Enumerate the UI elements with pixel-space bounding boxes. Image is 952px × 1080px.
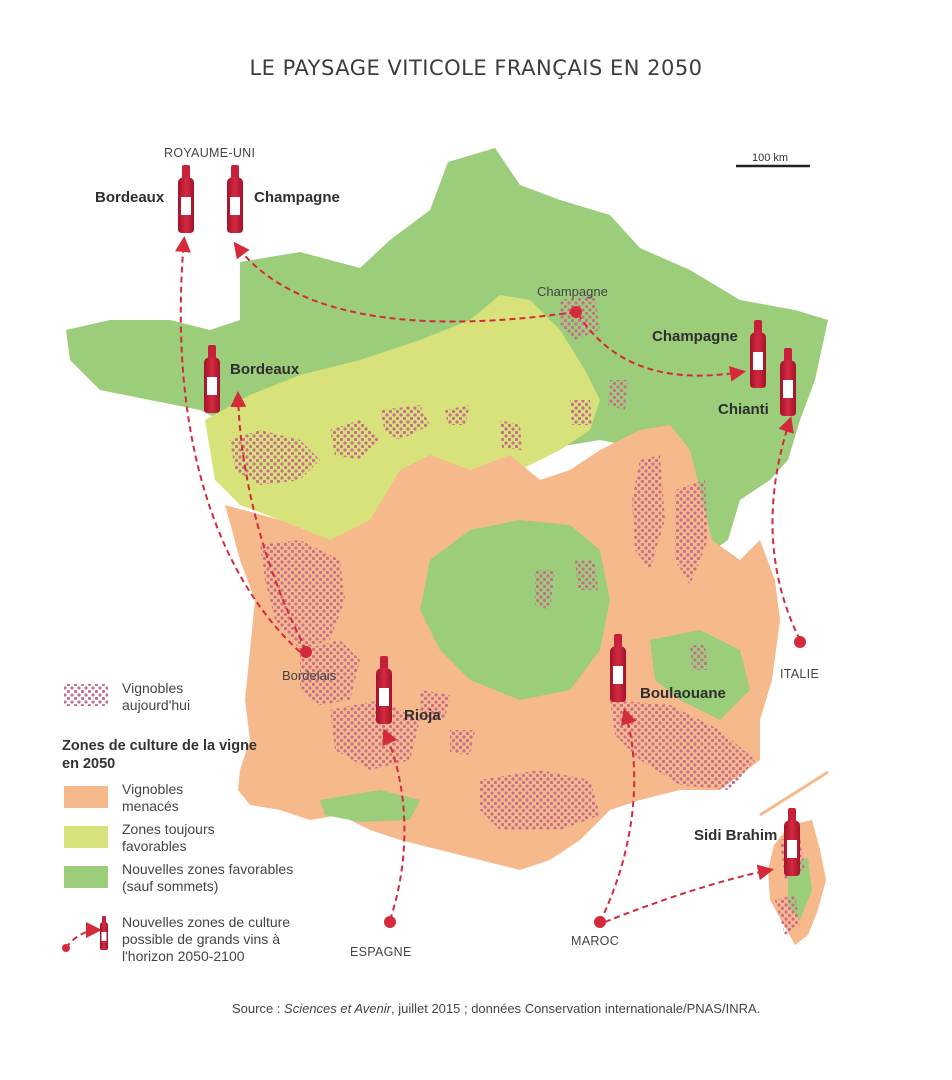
scale-label: 100 km: [752, 152, 789, 164]
source-publication: Sciences et Avenir: [284, 1001, 391, 1016]
label-italy: ITALIE: [780, 667, 820, 681]
legend-swatch-threatened: [64, 786, 108, 808]
map-title: LE PAYSAGE VITICOLE FRANÇAIS EN 2050: [249, 56, 703, 80]
label-morocco: MAROC: [571, 934, 620, 948]
label-champagne-region: Champagne: [537, 284, 608, 299]
label-uk-bordeaux: Bordeaux: [95, 189, 165, 206]
legend-swatch-still-favorable: [64, 826, 108, 848]
label-sidi-brahim: Sidi Brahim: [694, 827, 778, 844]
legend-threatened: [122, 781, 222, 815]
label-bordelais: Bordelais: [282, 668, 337, 683]
source-line: [232, 1001, 760, 1016]
label-alsace-chianti: Chianti: [718, 401, 769, 418]
legend-migration: [122, 914, 322, 965]
label-alsace-champagne: Champagne: [652, 328, 738, 345]
legend-today: [122, 680, 242, 714]
legend-threatened-text: Vignobles menacés: [122, 781, 184, 814]
legend-still-favorable-text: Zones toujours favorables: [122, 821, 215, 854]
bottle-sidi-brahim-icon: [784, 808, 800, 876]
source-suffix: , juillet 2015 ; données Conservation internationale/PNAS/INRA.: [390, 1001, 761, 1016]
label-boulaouane: Boulaouane: [640, 685, 726, 702]
legend-new-favorable: [122, 861, 322, 895]
legend-bottle-icon: [100, 916, 108, 950]
label-spain: ESPAGNE: [350, 945, 412, 959]
label-uk: ROYAUME-UNI: [164, 146, 256, 160]
bottle-uk-bordeaux-icon: [178, 165, 194, 233]
legend-today-text: Vignobles aujourd'hui: [122, 680, 191, 713]
legend-migration-text: Nouvelles zones de culture possible de grands vins à l'horizon 2050-2100: [122, 914, 291, 964]
label-rioja: Rioja: [404, 707, 441, 724]
legend-still-favorable: [122, 821, 242, 855]
label-bretagne-bordeaux: Bordeaux: [230, 361, 300, 378]
legend-swatch-new-favorable: [64, 866, 108, 888]
label-uk-champagne: Champagne: [254, 189, 340, 206]
bottle-uk-champagne-icon: [227, 165, 243, 233]
legend-heading: Zones de culture de la vigne en 2050: [62, 738, 257, 772]
source-prefix: Source :: [232, 1001, 285, 1016]
legend-new-favorable-text: Nouvelles zones favorables (sauf sommets): [122, 861, 294, 894]
legend-swatch-today: [64, 684, 108, 706]
